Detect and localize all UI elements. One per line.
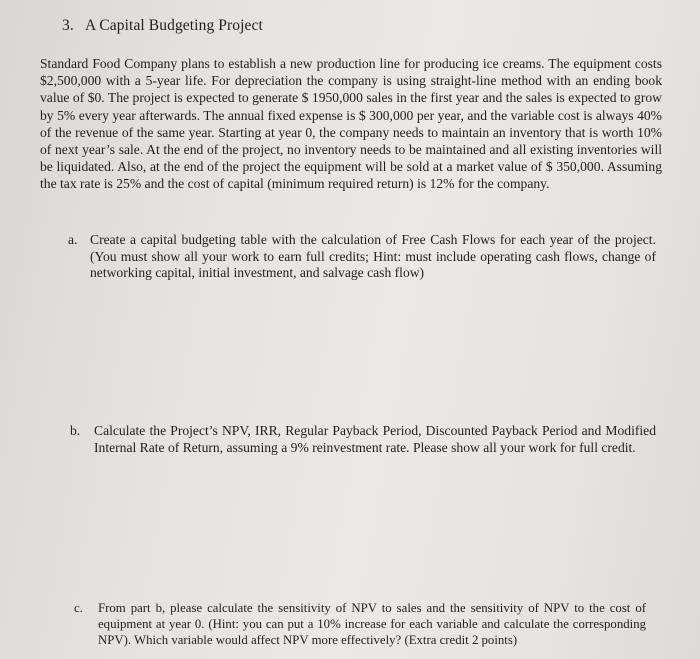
part-a bbox=[68, 232, 656, 282]
part-a-text: Create a capital budgeting table with the calculation of Free Cash Flows for each year of the project. (You must show all your work to earn full credits; Hint: must include operating cash flows, change of networking capital, initial investment, and salvage cash flow) bbox=[90, 232, 656, 281]
part-a-marker: a. bbox=[68, 232, 78, 247]
part-c-text: From part b, please calculate the sensitivity of NPV to sales and the sensitivity of NPV to the cost of equipment at year 0. (Hint: you can put a 10% increase for each variable and calculate the corresponding NPV). Which variable would affect NPV more effectively? (Extra credit 2 points) bbox=[98, 601, 646, 648]
part-b-marker: b. bbox=[70, 423, 81, 438]
question-number: 3. bbox=[62, 17, 74, 34]
part-c bbox=[74, 600, 648, 649]
part-b bbox=[70, 423, 656, 456]
question-title: A Capital Budgeting Project bbox=[84, 17, 263, 34]
part-b-text: Calculate the Project’s NPV, IRR, Regular Payback Period, Discounted Payback Period and Modified Internal Rate of Return, assuming a 9% reinvestment rate. Please show all your work for full credit. bbox=[94, 423, 656, 455]
problem-statement: Standard Food Company plans to establish a new production line for producing ice creams. The equipment costs $2,500,000 with a 5-year life. For depreciation the company is using straight-line method with an ending book value of $0. The project is expected to generate $ 1950,000 sales in the first year and the sales is expected to grow by 5% every year afterwards. The annual fixed expense is $ 300,000 per year, and the variable cost is always 40% of the revenue of the same year. Starting at year 0, the company needs to maintain an inventory that is worth 10% of next year’s sale. At the end of the project, no inventory needs to be maintained and all existing inventories will be liquidated. Also, at the end of the project the equipment will be sold at a market value of $ 350,000. Assuming the tax rate is 25% and the cost of capital (minimum required return) is 12% for the company. bbox=[40, 56, 662, 192]
question-heading bbox=[62, 17, 263, 35]
part-c-marker: c. bbox=[74, 601, 83, 615]
